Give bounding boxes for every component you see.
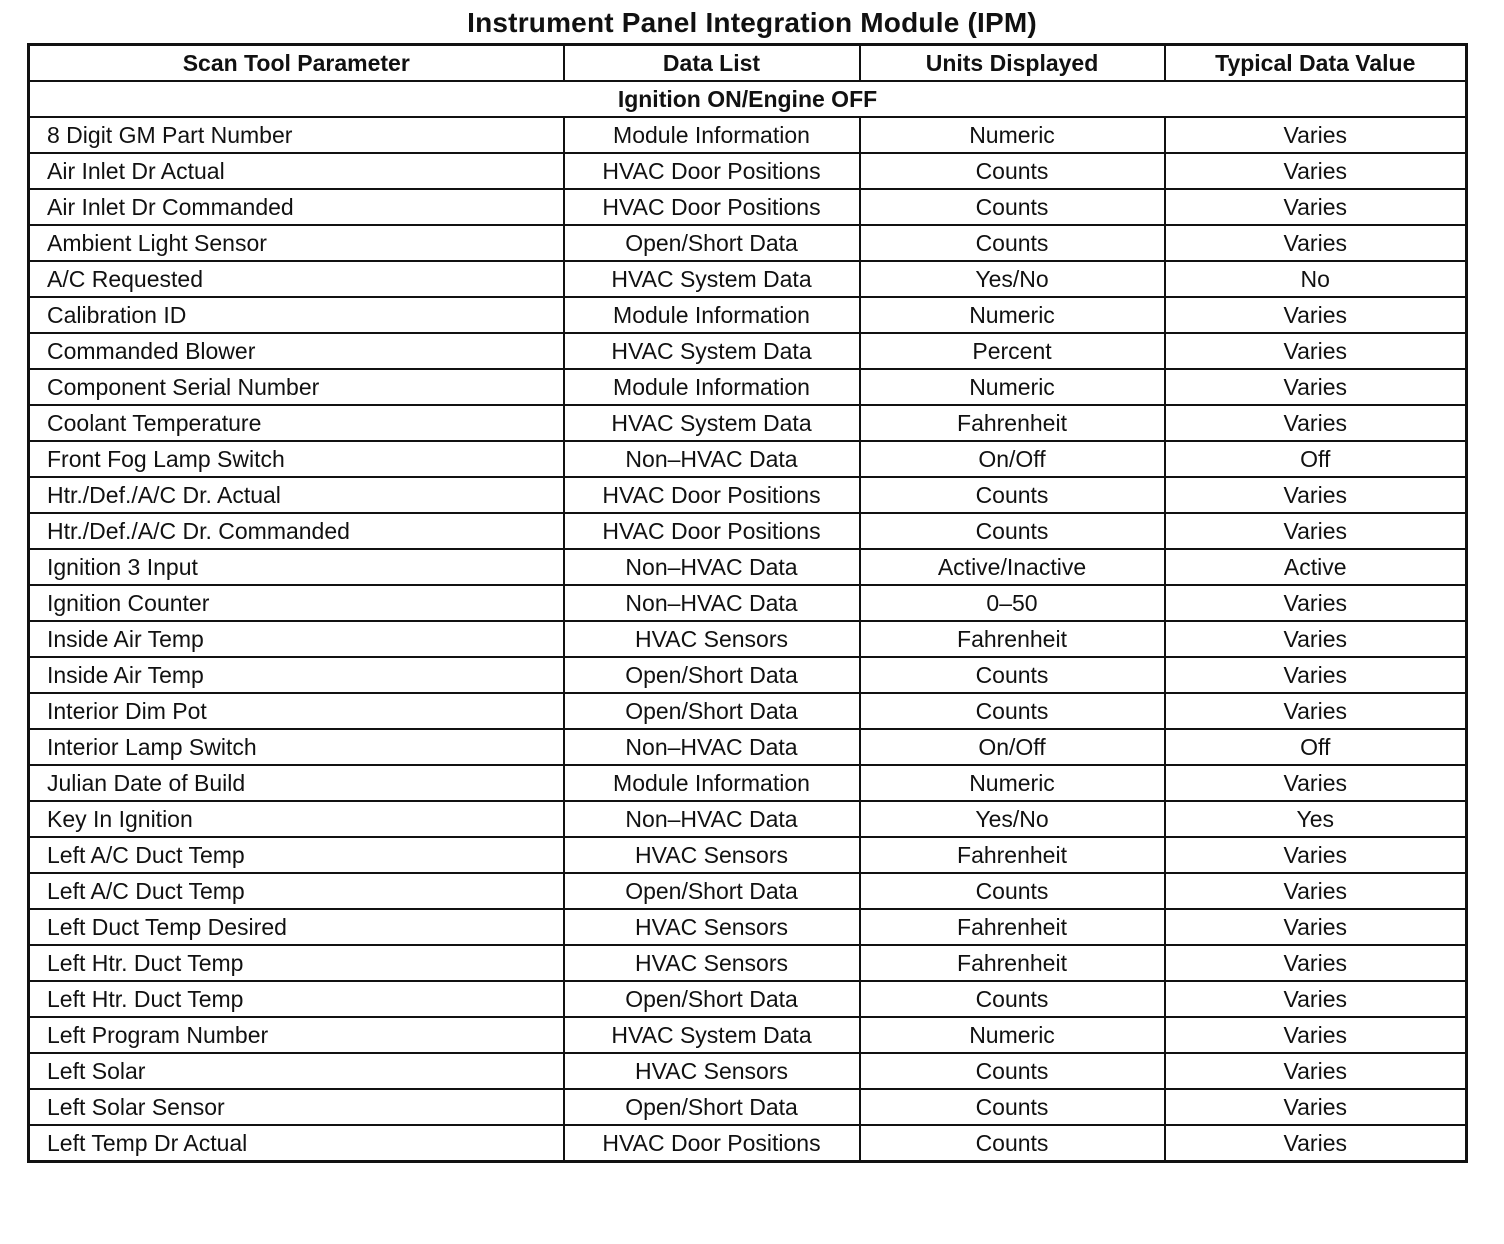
scan-tool-parameter-cell: Julian Date of Build [29, 765, 564, 801]
table-row [29, 369, 1467, 405]
units-displayed-cell: Counts [860, 225, 1165, 261]
scan-tool-parameter-cell: Left Solar Sensor [29, 1089, 564, 1125]
scan-tool-parameter-cell: Left Program Number [29, 1017, 564, 1053]
typical-data-value-cell: Off [1165, 729, 1467, 765]
units-displayed-cell: Counts [860, 189, 1165, 225]
table-row [29, 333, 1467, 369]
table-row [29, 729, 1467, 765]
data-list-cell: HVAC Sensors [564, 837, 860, 873]
units-displayed-cell: Yes/No [860, 801, 1165, 837]
scan-tool-parameter-cell: 8 Digit GM Part Number [29, 117, 564, 153]
table-row [29, 261, 1467, 297]
table-row [29, 837, 1467, 873]
data-list-cell: Non–HVAC Data [564, 441, 860, 477]
data-list-cell: Open/Short Data [564, 225, 860, 261]
scan-tool-parameter-cell: Left Duct Temp Desired [29, 909, 564, 945]
typical-data-value-cell: Varies [1165, 657, 1467, 693]
data-list-cell: HVAC System Data [564, 333, 860, 369]
table-row [29, 1017, 1467, 1053]
data-list-cell: Non–HVAC Data [564, 549, 860, 585]
typical-data-value-cell: Varies [1165, 981, 1467, 1017]
data-list-cell: Module Information [564, 369, 860, 405]
units-displayed-cell: On/Off [860, 729, 1165, 765]
table-body [29, 81, 1467, 1162]
typical-data-value-cell: Varies [1165, 621, 1467, 657]
data-list-cell: HVAC Door Positions [564, 513, 860, 549]
scan-tool-parameter-cell: Commanded Blower [29, 333, 564, 369]
units-displayed-cell: Numeric [860, 297, 1165, 333]
table-row [29, 1053, 1467, 1089]
data-list-cell: Non–HVAC Data [564, 801, 860, 837]
scan-tool-parameter-cell: Ambient Light Sensor [29, 225, 564, 261]
data-list-cell: HVAC System Data [564, 1017, 860, 1053]
scan-tool-parameter-cell: Key In Ignition [29, 801, 564, 837]
table-row [29, 477, 1467, 513]
table-row [29, 513, 1467, 549]
typical-data-value-cell: Varies [1165, 1053, 1467, 1089]
units-displayed-cell: Fahrenheit [860, 621, 1165, 657]
data-list-cell: HVAC System Data [564, 261, 860, 297]
scan-tool-parameter-cell: Inside Air Temp [29, 621, 564, 657]
typical-data-value-cell: Varies [1165, 585, 1467, 621]
units-displayed-cell: Numeric [860, 765, 1165, 801]
units-displayed-cell: Percent [860, 333, 1165, 369]
units-displayed-cell: Numeric [860, 369, 1165, 405]
units-displayed-cell: Counts [860, 477, 1165, 513]
section-row [29, 81, 1467, 117]
scan-tool-parameter-cell: Left Htr. Duct Temp [29, 981, 564, 1017]
column-header-data-list: Data List [564, 45, 860, 82]
scan-tool-parameter-cell: Front Fog Lamp Switch [29, 441, 564, 477]
typical-data-value-cell: Varies [1165, 225, 1467, 261]
table-row [29, 801, 1467, 837]
typical-data-value-cell: Varies [1165, 837, 1467, 873]
typical-data-value-cell: Varies [1165, 1089, 1467, 1125]
typical-data-value-cell: Varies [1165, 153, 1467, 189]
units-displayed-cell: Counts [860, 513, 1165, 549]
data-list-cell: Open/Short Data [564, 693, 860, 729]
units-displayed-cell: Fahrenheit [860, 837, 1165, 873]
table-row [29, 189, 1467, 225]
units-displayed-cell: Numeric [860, 1017, 1165, 1053]
units-displayed-cell: Counts [860, 873, 1165, 909]
scan-tool-parameter-cell: Inside Air Temp [29, 657, 564, 693]
typical-data-value-cell: Yes [1165, 801, 1467, 837]
typical-data-value-cell: No [1165, 261, 1467, 297]
typical-data-value-cell: Varies [1165, 513, 1467, 549]
data-list-cell: HVAC Sensors [564, 1053, 860, 1089]
scan-tool-parameter-cell: Interior Dim Pot [29, 693, 564, 729]
typical-data-value-cell: Varies [1165, 405, 1467, 441]
typical-data-value-cell: Off [1165, 441, 1467, 477]
data-list-cell: HVAC Door Positions [564, 1125, 860, 1162]
table-row [29, 585, 1467, 621]
data-list-cell: HVAC Door Positions [564, 477, 860, 513]
data-list-cell: HVAC Door Positions [564, 153, 860, 189]
scan-tool-parameter-cell: Air Inlet Dr Actual [29, 153, 564, 189]
units-displayed-cell: On/Off [860, 441, 1165, 477]
table-row [29, 657, 1467, 693]
units-displayed-cell: Fahrenheit [860, 909, 1165, 945]
scan-tool-parameter-cell: Htr./Def./A/C Dr. Commanded [29, 513, 564, 549]
scan-tool-parameter-cell: Ignition 3 Input [29, 549, 564, 585]
units-displayed-cell: Counts [860, 1125, 1165, 1162]
data-list-cell: HVAC System Data [564, 405, 860, 441]
table-row [29, 945, 1467, 981]
typical-data-value-cell: Active [1165, 549, 1467, 585]
table-row [29, 117, 1467, 153]
typical-data-value-cell: Varies [1165, 189, 1467, 225]
data-list-cell: HVAC Door Positions [564, 189, 860, 225]
scan-tool-parameter-cell: Air Inlet Dr Commanded [29, 189, 564, 225]
typical-data-value-cell: Varies [1165, 1125, 1467, 1162]
column-header-typical-data-value: Typical Data Value [1165, 45, 1467, 82]
column-header-scan-tool-parameter: Scan Tool Parameter [29, 45, 564, 82]
scan-tool-parameter-cell: A/C Requested [29, 261, 564, 297]
scan-tool-parameter-cell: Left A/C Duct Temp [29, 873, 564, 909]
table-row [29, 621, 1467, 657]
data-list-cell: Open/Short Data [564, 1089, 860, 1125]
table-row [29, 441, 1467, 477]
data-list-cell: Non–HVAC Data [564, 585, 860, 621]
table-row [29, 909, 1467, 945]
scan-tool-parameter-cell: Left Solar [29, 1053, 564, 1089]
table-row [29, 153, 1467, 189]
typical-data-value-cell: Varies [1165, 117, 1467, 153]
units-displayed-cell: 0–50 [860, 585, 1165, 621]
scan-tool-parameter-cell: Coolant Temperature [29, 405, 564, 441]
table-row [29, 873, 1467, 909]
document-title: Instrument Panel Integration Module (IPM) [467, 7, 1037, 38]
data-list-cell: HVAC Sensors [564, 945, 860, 981]
typical-data-value-cell: Varies [1165, 765, 1467, 801]
typical-data-value-cell: Varies [1165, 1017, 1467, 1053]
column-header-units-displayed: Units Displayed [860, 45, 1165, 82]
units-displayed-cell: Counts [860, 1089, 1165, 1125]
typical-data-value-cell: Varies [1165, 333, 1467, 369]
data-list-cell: Open/Short Data [564, 873, 860, 909]
data-list-cell: Non–HVAC Data [564, 729, 860, 765]
units-displayed-cell: Counts [860, 657, 1165, 693]
typical-data-value-cell: Varies [1165, 693, 1467, 729]
scan-tool-parameter-cell: Htr./Def./A/C Dr. Actual [29, 477, 564, 513]
units-displayed-cell: Yes/No [860, 261, 1165, 297]
table-row [29, 1089, 1467, 1125]
typical-data-value-cell: Varies [1165, 369, 1467, 405]
scan-tool-parameter-cell: Left A/C Duct Temp [29, 837, 564, 873]
scan-tool-parameter-cell: Component Serial Number [29, 369, 564, 405]
scan-tool-parameter-cell: Calibration ID [29, 297, 564, 333]
units-displayed-cell: Numeric [860, 117, 1165, 153]
table-row [29, 1125, 1467, 1162]
table-row [29, 549, 1467, 585]
scan-tool-parameter-cell: Left Htr. Duct Temp [29, 945, 564, 981]
typical-data-value-cell: Varies [1165, 945, 1467, 981]
scan-tool-parameter-cell: Left Temp Dr Actual [29, 1125, 564, 1162]
data-list-cell: Module Information [564, 117, 860, 153]
data-list-cell: Module Information [564, 297, 860, 333]
table-row [29, 297, 1467, 333]
data-list-cell: HVAC Sensors [564, 909, 860, 945]
section-header: Ignition ON/Engine OFF [29, 81, 1467, 117]
typical-data-value-cell: Varies [1165, 297, 1467, 333]
scan-tool-parameter-cell: Interior Lamp Switch [29, 729, 564, 765]
units-displayed-cell: Counts [860, 1053, 1165, 1089]
units-displayed-cell: Counts [860, 981, 1165, 1017]
header-row [29, 45, 1467, 82]
table-row [29, 405, 1467, 441]
units-displayed-cell: Active/Inactive [860, 549, 1165, 585]
scan-tool-parameter-cell: Ignition Counter [29, 585, 564, 621]
typical-data-value-cell: Varies [1165, 873, 1467, 909]
ipm-data-table [27, 43, 1468, 1163]
typical-data-value-cell: Varies [1165, 477, 1467, 513]
data-list-cell: Open/Short Data [564, 657, 860, 693]
table-row [29, 765, 1467, 801]
units-displayed-cell: Counts [860, 693, 1165, 729]
data-list-cell: Module Information [564, 765, 860, 801]
data-list-cell: HVAC Sensors [564, 621, 860, 657]
table-row [29, 693, 1467, 729]
units-displayed-cell: Fahrenheit [860, 405, 1165, 441]
table-row [29, 225, 1467, 261]
data-list-cell: Open/Short Data [564, 981, 860, 1017]
table-row [29, 981, 1467, 1017]
units-displayed-cell: Fahrenheit [860, 945, 1165, 981]
units-displayed-cell: Counts [860, 153, 1165, 189]
typical-data-value-cell: Varies [1165, 909, 1467, 945]
